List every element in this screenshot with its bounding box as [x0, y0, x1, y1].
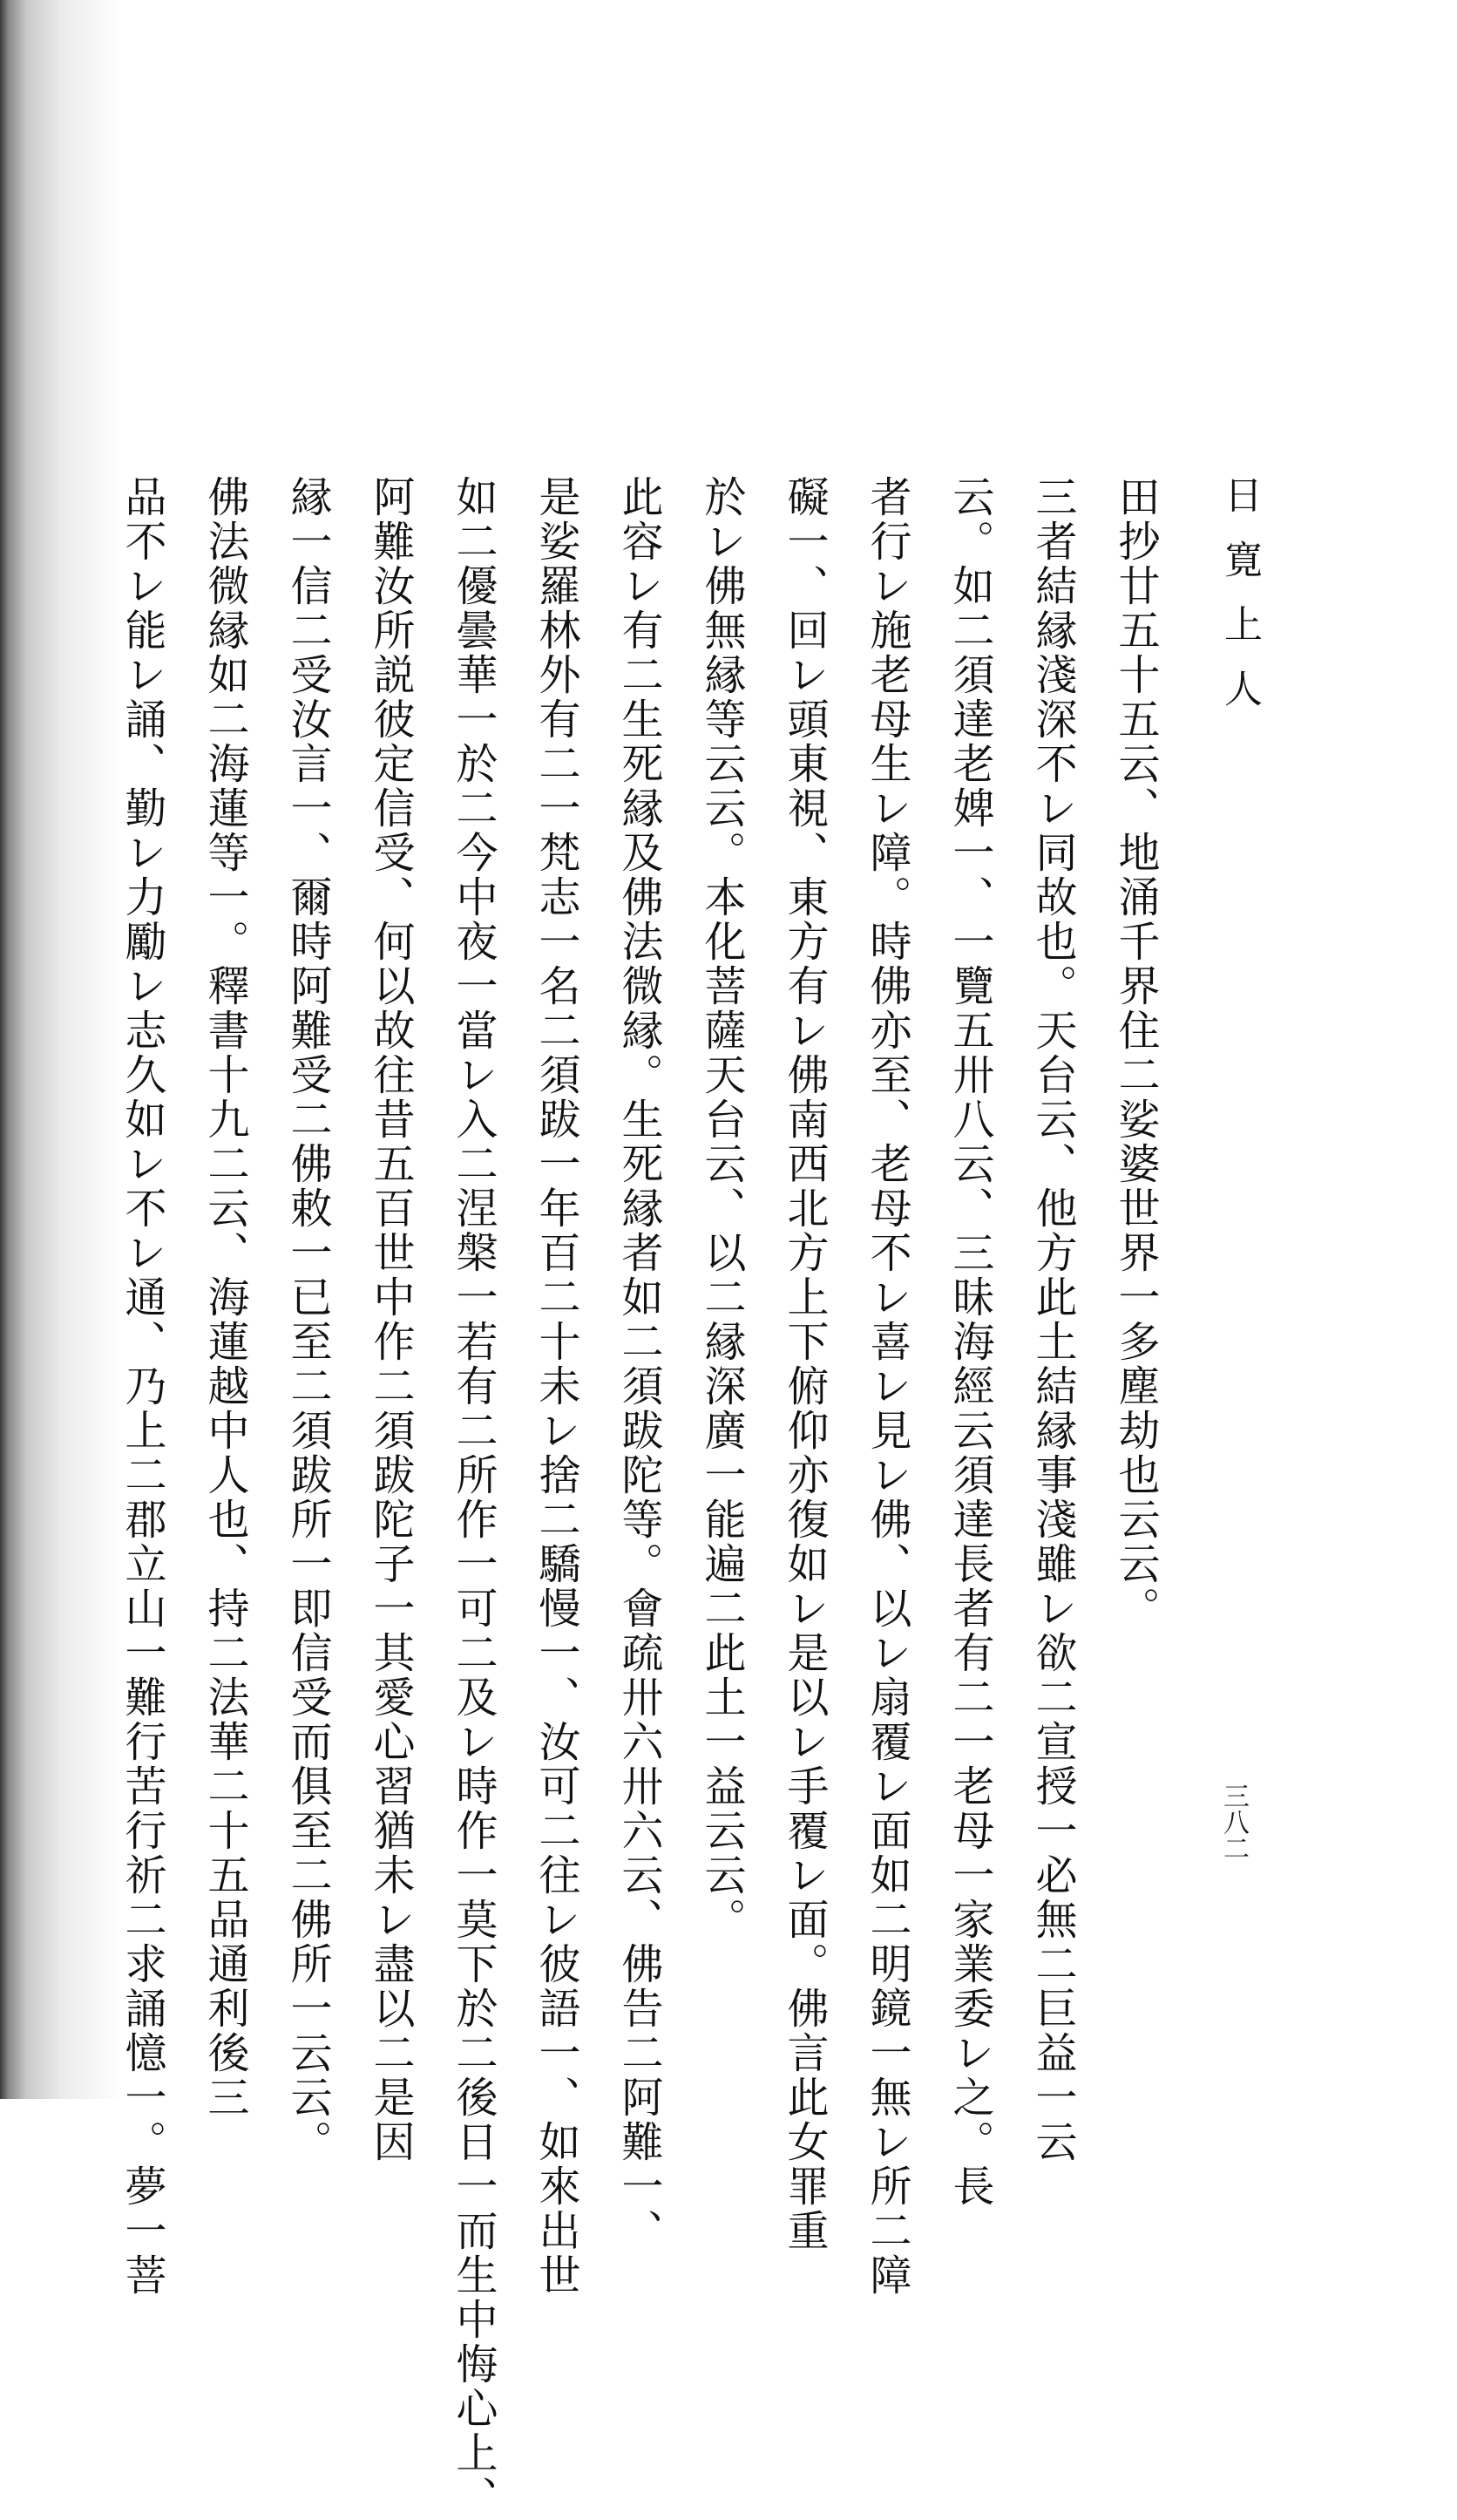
text-line-3: 云。如二須達老婢一、一覽五卅八云、三昧海經云須達長者有二一老母一家業委レ之。長 [945, 475, 994, 2209]
vertical-text-block [118, 475, 1176, 2520]
text-line-12: 佛法微縁如二海蓮等一。釋書十九二云、海蓮越中人也、持二法華二十五品通利後三 [200, 475, 249, 2120]
running-title: 日寛上人 [1217, 475, 1262, 733]
text-line-7: 此容レ有二生死縁及佛法微縁。生死縁者如二須跋陀等。會疏卅六卅六云、佛告二阿難一、 [614, 475, 663, 2253]
text-line-5: 礙一、回レ頭東視、東方有レ佛南西北方上下俯仰亦復如レ是以レ手覆レ面。佛言此女罪重 [780, 475, 829, 2253]
text-line-6: 於レ佛無縁等云云。本化菩薩天台云、以二縁深廣一能遍二此土一益云云。 [697, 475, 746, 1942]
text-line-11: 縁一信二受汝言一、爾時阿難受二佛敕一已至二須跋所一即信受而俱至二佛所一云云。 [283, 475, 332, 2164]
text-line-13: 品不レ能レ誦、勤レ力勵レ志久如レ不レ通、乃上二郡立山一難行苦行祈二求誦憶一。夢一菩 [118, 475, 166, 2298]
text-line-8: 是娑羅林外有二一梵志一名二須跋一年百二十未レ捨二驕慢一、汝可二往レ彼語一、如來出世 [532, 475, 580, 2298]
text-line-1: 田抄廿五十五云、地涌千界住二娑婆世界一多塵劫也云云。 [1111, 475, 1160, 1631]
page-number: 三八二 [1218, 1783, 1249, 1861]
text-line-4: 者行レ施老母生レ障。時佛亦至、老母不レ喜レ見レ佛、以レ扇覆レ面如二明鏡一無レ所二障 [863, 475, 911, 2298]
text-line-9: 如二優曇華一於二今中夜一當レ入二涅槃一若有二所作一可二及レ時作一莫下於二後日一而生中悔心上、 [449, 475, 498, 2520]
text-line-2: 三者結縁淺深不レ同故也。天台云、他方此土結縁事淺雖レ欲二宣授一必無二巨益一云 [1028, 475, 1077, 2164]
text-line-10: 阿難汝所説彼定信受、何以故往昔五百世中作二須跋陀子一其愛心習猶未レ盡以二是因 [366, 475, 415, 2164]
